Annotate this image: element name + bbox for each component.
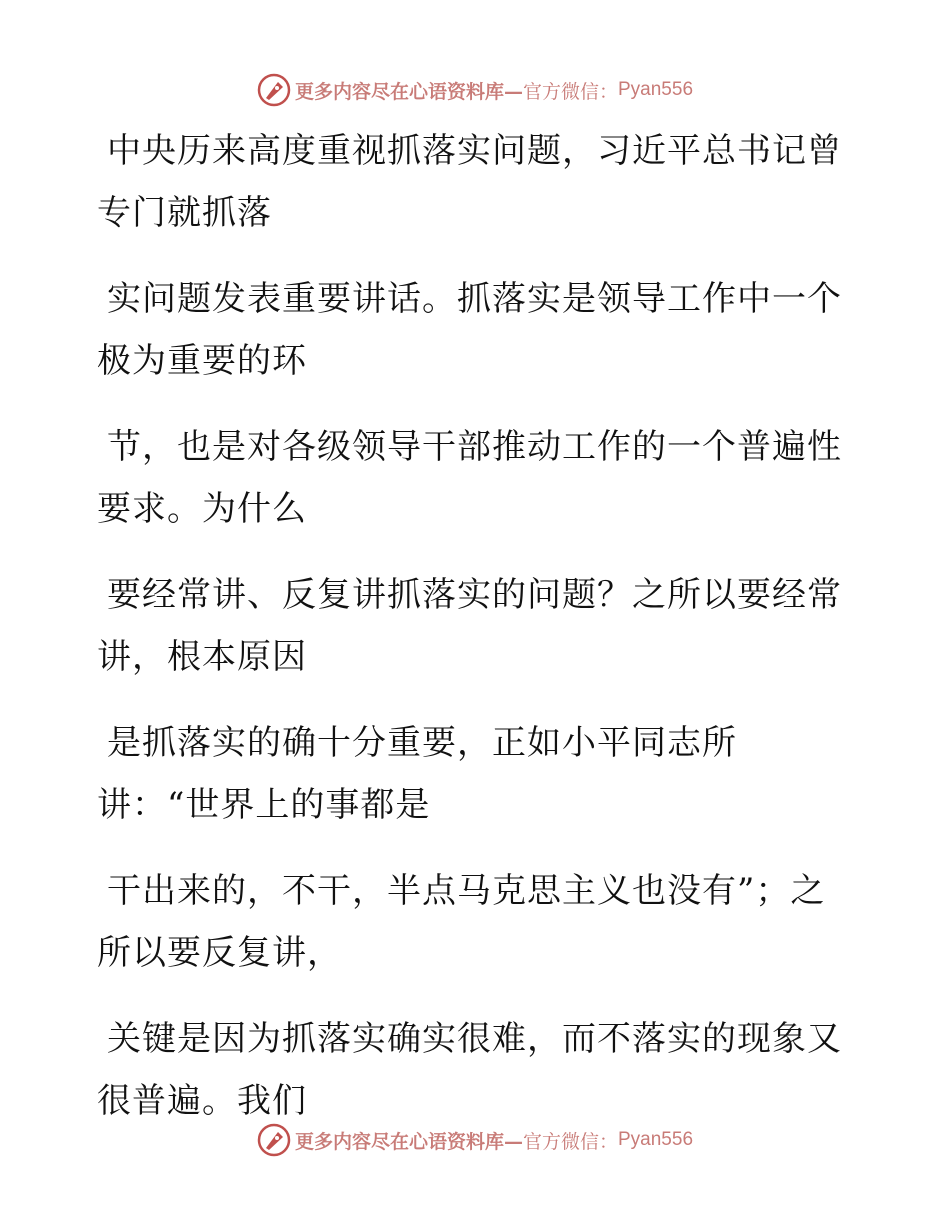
paragraph-line: 讲，根本原因	[97, 637, 307, 677]
document-body	[97, 120, 842, 1156]
header-site-text: 更多内容尽在心语资料库—	[294, 80, 523, 103]
paragraph-line: 实问题发表重要讲话。抓落实是领导工作中一个	[107, 279, 842, 319]
paragraph-line: 很普遍。我们	[97, 1081, 307, 1121]
page-header-watermark	[0, 68, 950, 112]
footer-site-text: 更多内容尽在心语资料库—	[294, 1130, 523, 1153]
pen-nib-logo-icon	[257, 73, 291, 107]
paragraph-line: 中央历来高度重视抓落实问题，习近平总书记曾	[107, 131, 842, 171]
paragraph-line: 讲：“世界上的事都是	[97, 785, 431, 825]
paragraph-line: 要经常讲、反复讲抓落实的问题？之所以要经常	[107, 575, 842, 615]
footer-wechat-label: 官方微信：	[522, 1130, 618, 1153]
paragraph-5	[97, 712, 837, 836]
paragraph-7	[97, 1008, 842, 1132]
page-footer-watermark	[0, 1118, 950, 1162]
header-wechat-id: Pyan556	[618, 79, 694, 100]
paragraph-line: 是抓落实的确十分重要，正如小平同志所	[107, 723, 737, 763]
paragraph-3	[97, 416, 842, 540]
paragraph-line: 干出来的，不干，半点马克思主义也没有”；之	[107, 871, 826, 911]
pen-nib-logo-icon	[257, 1123, 291, 1157]
paragraph-line: 节，也是对各级领导干部推动工作的一个普遍性	[107, 427, 842, 467]
paragraph-1	[97, 120, 842, 244]
paragraph-2	[97, 268, 842, 392]
footer-wechat-id: Pyan556	[618, 1129, 694, 1150]
paragraph-line: 所以要反复讲，	[97, 933, 342, 973]
paragraph-line: 极为重要的环	[97, 341, 307, 381]
header-wechat-label: 官方微信：	[522, 80, 618, 103]
paragraph-line: 专门就抓落	[97, 193, 272, 233]
paragraph-4	[97, 564, 842, 688]
paragraph-6	[97, 860, 837, 984]
paragraph-line: 关键是因为抓落实确实很难，而不落实的现象又	[107, 1019, 842, 1059]
paragraph-line: 要求。为什么	[97, 489, 307, 529]
